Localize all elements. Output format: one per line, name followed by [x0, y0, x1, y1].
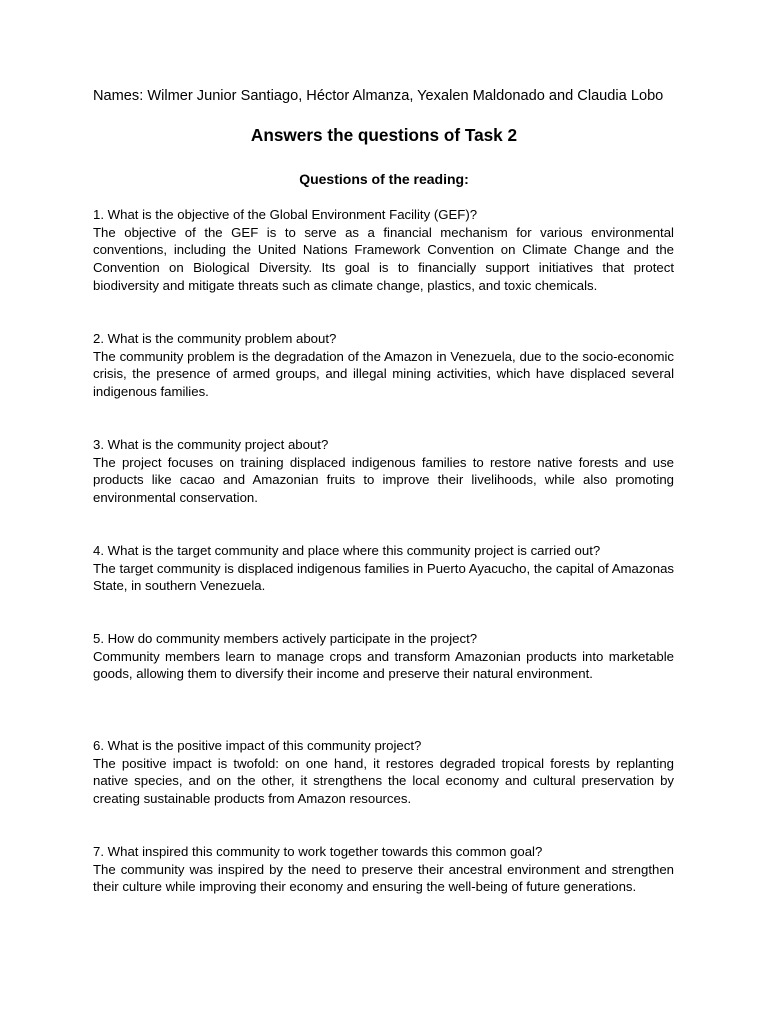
answer-3: The project focuses on training displaced indigenous families to restore native forests and use products like cacao and Amazonian fruits to improve their livelihoods, while also promoting environmental conservation.: [93, 454, 674, 506]
question-6: 6. What is the positive impact of this community project?: [93, 738, 422, 753]
qa-block-5: [93, 630, 674, 683]
question-3: 3. What is the community project about?: [93, 437, 329, 452]
answer-2: The community problem is the degradation of the Amazon in Venezuela, due to the socio-economic crisis, the presence of armed groups, and illegal mining activities, which have displaced several indigenous families.: [93, 348, 674, 400]
question-1: 1. What is the objective of the Global Environment Facility (GEF)?: [93, 207, 478, 222]
answer-5: Community members learn to manage crops and transform Amazonian products into marketable goods, allowing them to diversify their income and preserve their natural environment.: [93, 648, 674, 682]
section-heading: Questions of the reading:: [299, 171, 469, 187]
qa-block-6: [93, 737, 674, 808]
answer-7: The community was inspired by the need to preserve their ancestral environment and strengthen their culture while improving their economy and ensuring the well-being of future generations.: [93, 861, 674, 895]
answer-4: The target community is displaced indigenous families in Puerto Ayacucho, the capital of Amazonas State, in southern Venezuela.: [93, 560, 674, 594]
question-2: 2. What is the community problem about?: [93, 331, 337, 346]
qa-block-3: [93, 436, 674, 507]
question-4: 4. What is the target community and place where this community project is carried out?: [93, 543, 601, 558]
answer-6: The positive impact is twofold: on one hand, it restores degraded tropical forests by replanting native species, and on the other, it strengthens the local economy and cultural preservation by creating sustainable products from Amazon resources.: [93, 755, 674, 807]
qa-block-4: [93, 542, 674, 595]
question-7: 7. What inspired this community to work together towards this common goal?: [93, 844, 543, 859]
qa-block-1: [93, 206, 674, 295]
question-5: 5. How do community members actively participate in the project?: [93, 631, 478, 646]
qa-block-7: [93, 843, 674, 896]
answer-1: The objective of the GEF is to serve as a financial mechanism for various environmental conventions, including the United Nations Framework Convention on Climate Change and the Convention on Biological Diversity. Its goal is to financially support initiatives that protect biodiversity and mitigate threats such as climate change, plastics, and toxic chemicals.: [93, 224, 674, 293]
author-names: Names: Wilmer Junior Santiago, Héctor Almanza, Yexalen Maldonado and Claudia Lobo: [93, 88, 664, 104]
qa-block-2: [93, 330, 674, 401]
document-title: Answers the questions of Task 2: [250, 125, 518, 145]
